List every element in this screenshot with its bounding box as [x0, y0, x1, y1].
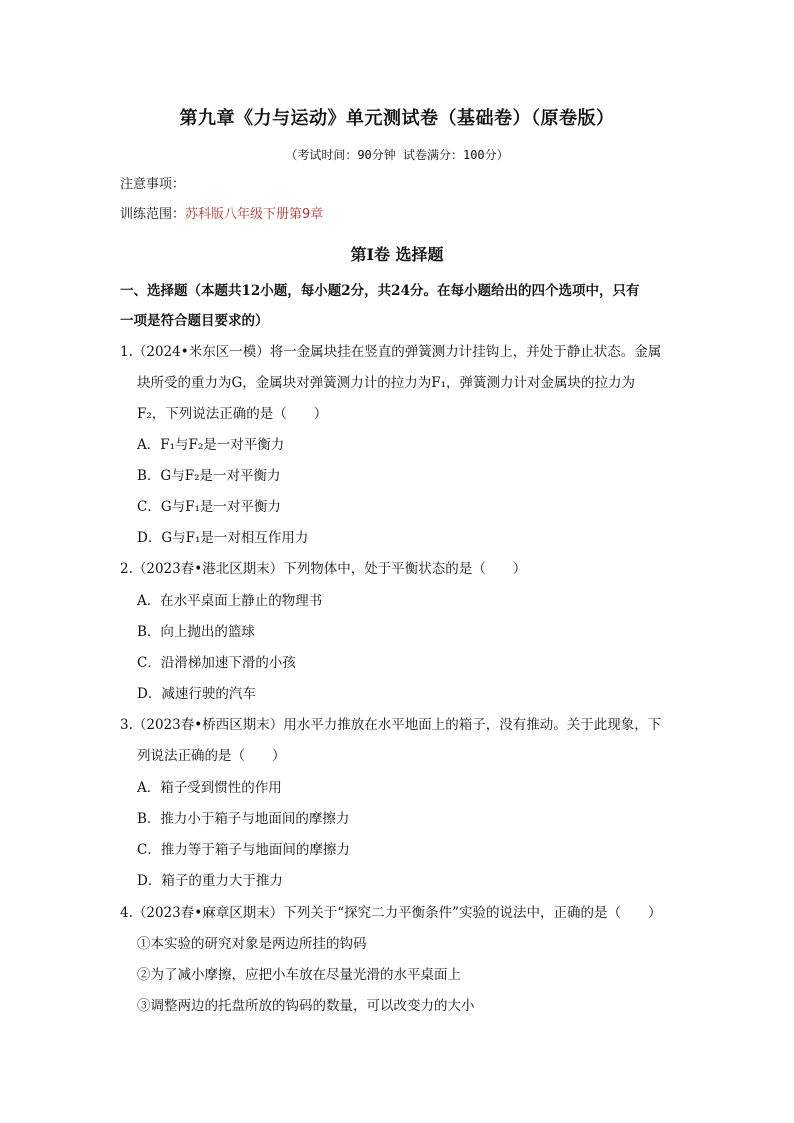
notes-label: 注意事项： — [120, 177, 186, 192]
training-range — [120, 206, 323, 224]
exam-title: 第九章《力与运动》单元测试卷（基础卷）（原卷版） — [179, 108, 615, 129]
question-2-option-a: A．在水平桌面上静止的物理书 — [137, 593, 323, 609]
question-1-option-d: D．G与F₁是一对相互作用力 — [137, 530, 309, 546]
question-3-option-a: A．箱子受到惯性的作用 — [137, 780, 282, 796]
question-1-line1: 1.（2024•米东区一模）将一金属块挂在竖直的弹簧测力计挂钩上，并处于静止状态。金属 — [120, 344, 662, 360]
question-4-item-1: ①本实验的研究对象是两边所挂的钩码 — [137, 936, 367, 952]
question-2-option-d: D．减速行驶的汽车 — [137, 686, 256, 702]
question-1-line2: 块所受的重力为G，金属块对弹簧测力计的拉力为F₁，弹簧测力计对金属块的拉力为 — [137, 375, 636, 391]
question-4-item-2: ②为了减小摩擦，应把小车放在尽量光滑的水平桌面上 — [137, 967, 461, 983]
question-4-line1: 4.（2023春•麻章区期末）下列关于“探究二力平衡条件”实验的说法中，正确的是（ ） — [120, 905, 662, 921]
section-title: 第Ⅰ卷 选择题 — [350, 245, 444, 264]
question-1-line3: F₂，下列说法正确的是（ ） — [137, 406, 328, 422]
question-2-line1: 2.（2023春•港北区期末）下列物体中，处于平衡状态的是（ ） — [120, 561, 527, 577]
question-3-line1: 3.（2023春•桥西区期末）用水平力推放在水平地面上的箱子，没有推动。关于此现象，下 — [120, 717, 662, 733]
question-2-option-b: B．向上抛出的篮球 — [137, 624, 255, 640]
question-3-option-c: C．推力等于箱子与地面间的摩擦力 — [137, 842, 350, 858]
question-1-option-c: C．G与F₁是一对平衡力 — [137, 499, 281, 515]
question-1-option-b: B．G与F₂是一对平衡力 — [137, 468, 281, 484]
question-1-option-a: A．F₁与F₂是一对平衡力 — [137, 437, 285, 453]
part1-instructions-line2: 一项是符合题目要求的） — [120, 313, 269, 329]
question-2-option-c: C．沿滑梯加速下滑的小孩 — [137, 655, 296, 671]
exam-subtitle: （考试时间：90分钟 试卷满分：100分） — [285, 148, 509, 162]
question-4-item-3: ③调整两边的托盘所放的钩码的数量，可以改变力的大小 — [137, 998, 475, 1014]
part1-instructions-line1: 一、选择题（本题共12小题，每小题2分，共24分。在每小题给出的四个选项中，只有 — [120, 283, 640, 299]
range-value: 苏科版八年级下册第9章 — [185, 207, 324, 222]
question-3-option-b: B．推力小于箱子与地面间的摩擦力 — [137, 811, 350, 827]
range-label: 训练范围： — [120, 207, 186, 222]
question-3-option-d: D．箱子的重力大于推力 — [137, 873, 283, 889]
question-3-line2: 列说法正确的是（ ） — [137, 748, 286, 764]
